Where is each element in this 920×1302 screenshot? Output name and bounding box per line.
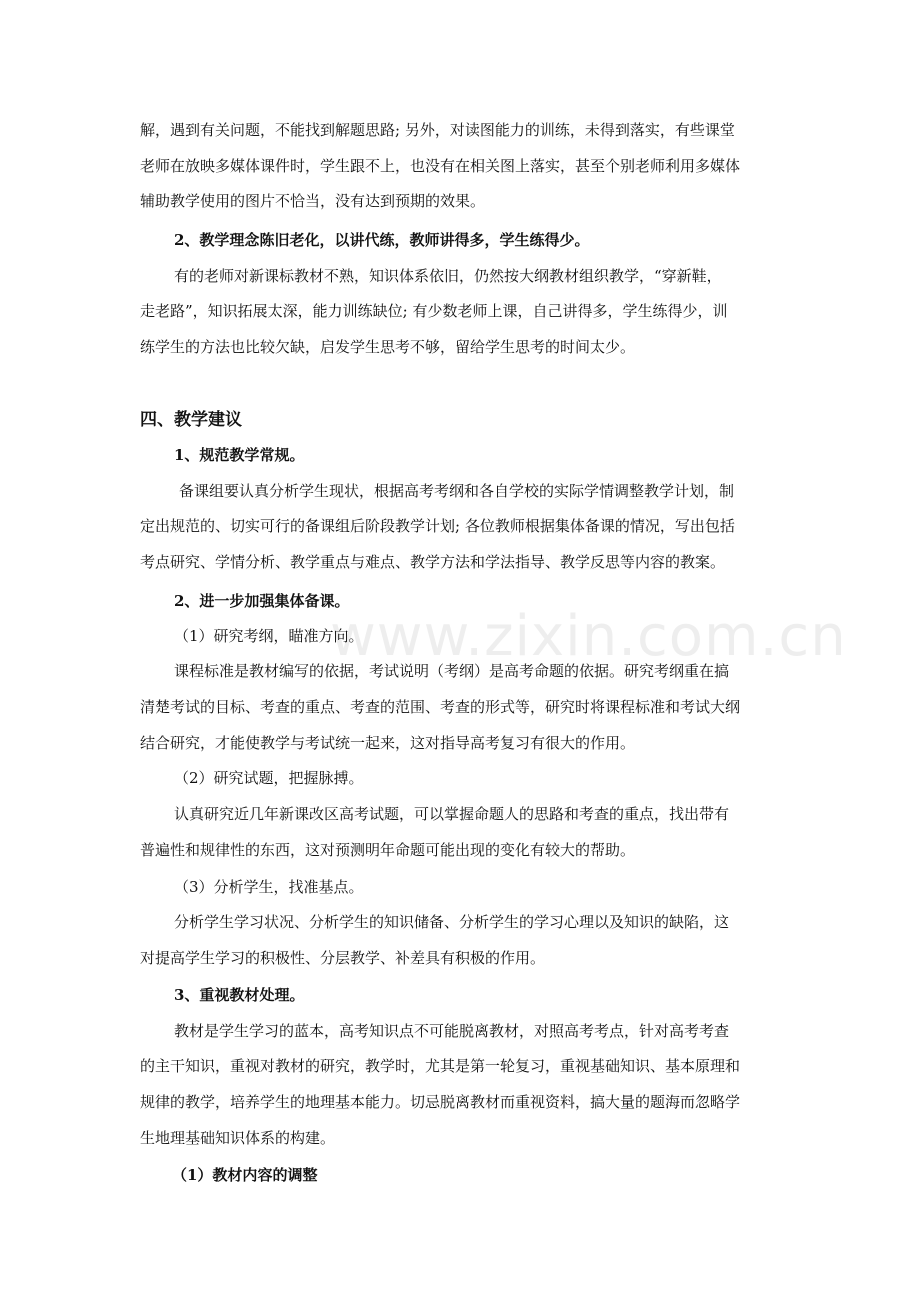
text-line: 备课组要认真分析学生现状，根据高考考纲和各自学校的实际学情调整教学计划，制 (179, 482, 735, 500)
subheading: 3、重视教材处理。 (174, 986, 305, 1004)
text-line: 认真研究近几年新课改区高考试题，可以掌握命题人的思路和考查的重点，找出带有 (174, 805, 730, 823)
subheading: 2、教学理念陈旧老化，以讲代练，教师讲得多，学生练得少。 (174, 231, 590, 249)
watermark: www.zixin.com.cn (330, 604, 847, 669)
text-line: （1）研究考纲，瞄准方向。 (174, 627, 364, 645)
text-line: 规律的教学，培养学生的地理基本能力。切忌脱离教材而重视资料，搞大量的题海而忽略学 (140, 1093, 741, 1111)
text-line: 老师在放映多媒体课件时，学生跟不上，也没有在相关图上落实，甚至个别老师利用多媒体 (140, 157, 741, 175)
text-line: 辅助教学使用的图片不恰当，没有达到预期的效果。 (140, 192, 486, 210)
text-line: 定出规范的、切实可行的备课组后阶段教学计划; 各位教师根据集体备课的情况，写出包括 (140, 517, 735, 535)
subheading: 1、规范教学常规。 (174, 446, 305, 464)
text-line: 练学生的方法也比较欠缺，启发学生思考不够，留给学生思考的时间太少。 (140, 338, 636, 356)
text-line: （3）分析学生，找准基点。 (174, 878, 364, 896)
subheading: （1）教材内容的调整 (172, 1166, 318, 1184)
text-line: 考点研究、学情分析、教学重点与难点、教学方法和学法指导、教学反思等内容的教案。 (140, 553, 726, 571)
text-line: 生地理基础知识体系的构建。 (140, 1129, 336, 1147)
text-line: 普遍性和规律性的东西，这对预测明年命题可能出现的变化有较大的帮助。 (140, 841, 636, 859)
text-line: 清楚考试的目标、考查的重点、考查的范围、考查的形式等，研究时将课程标准和考试大纲 (140, 698, 741, 716)
section-heading: 四、教学建议 (140, 410, 242, 430)
text-line: 有的老师对新课标教材不熟，知识体系依旧，仍然按大纲教材组织教学，“穿新鞋， (174, 267, 722, 285)
text-line: 解，遇到有关问题，不能找到解题思路; 另外，对读图能力的训练，未得到落实，有些课堂 (140, 121, 735, 139)
text-line: 课程标准是教材编写的依据，考试说明（考纲）是高考命题的依据。研究考纲重在搞 (174, 662, 730, 680)
text-line: （2）研究试题，把握脉搏。 (174, 769, 364, 787)
subheading: 2、进一步加强集体备课。 (174, 592, 350, 610)
text-line: 分析学生学习状况、分析学生的知识储备、分析学生的学习心理以及知识的缺陷，这 (174, 913, 730, 931)
text-line: 走老路”，知识拓展太深，能力训练缺位; 有少数老师上课，自己讲得多，学生练得少，训 (140, 302, 728, 320)
text-line: 的主干知识，重视对教材的研究，教学时，尤其是第一轮复习，重视基础知识、基本原理和 (140, 1057, 741, 1075)
text-line: 对提高学生学习的积极性、分层教学、补差具有积极的作用。 (140, 949, 546, 967)
text-line: 教材是学生学习的蓝本，高考知识点不可能脱离教材，对照高考考点，针对高考考查 (174, 1022, 730, 1040)
text-line: 结合研究，才能使教学与考试统一起来，这对指导高考复习有很大的作用。 (140, 734, 636, 752)
